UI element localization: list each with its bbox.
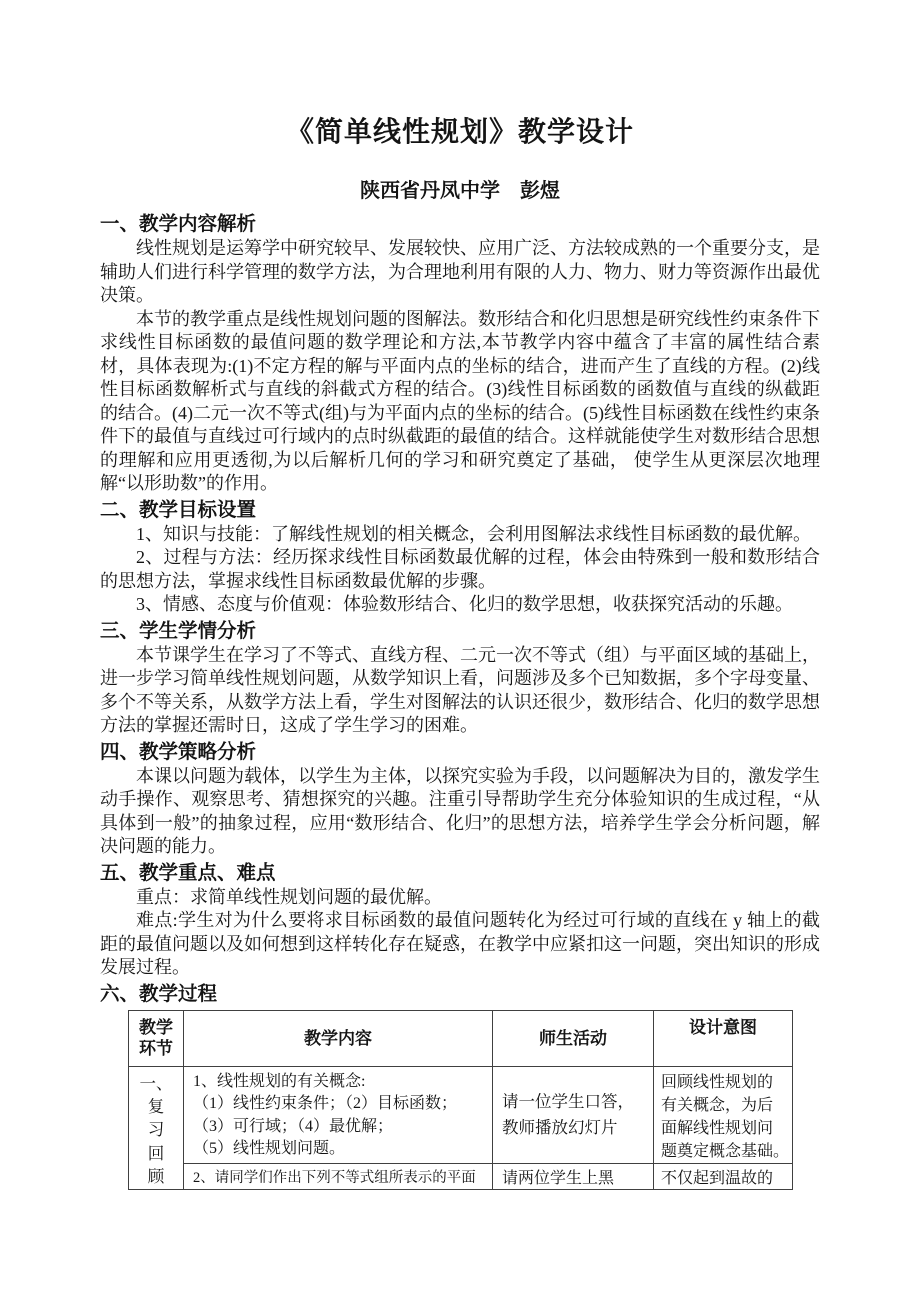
- activity-cell: 请两位学生上黑: [493, 1163, 654, 1189]
- paragraph: 本节的教学重点是线性规划问题的图解法。数形结合和化归思想是研究线性约束条件下求线性目标函数的最值问题的数学理论和方法,本节教学内容中蕴含了丰富的属性结合素材，具体表现为:(1)不定方程的解与平面内点的坐标的结合，进而产生了直线的方程。(2)线性目标函数解析式与直线的斜截式方程的结合。(3)线性目标函数的函数值与直线的纵截距的结合。(4)二元一次不等式(组)与为平面内点的坐标的结合。(5)线性目标函数在线性约束条件下的最值与直线过可行域内的点时纵截距的最值的结合。这样就能使学生对数形结合思想的理解和应用更透彻,为以后解析几何的学习和研究奠定了基础， 使学生从更深层次地理解“以形助数”的作用。: [100, 308, 820, 493]
- col-header-content: 教学内容: [184, 1010, 493, 1066]
- activity-line: 请一位学生口答，: [502, 1091, 634, 1111]
- paragraph: 线性规划是运筹学中研究较早、发展较快、应用广泛、方法较成熟的一个重要分支，是辅助人们进行科学管理的数学方法，为合理地利用有限的人力、物力、财力等资源作出最优决策。: [100, 238, 820, 305]
- paragraph: 2、过程与方法：经历探求线性目标函数最优解的过程，体会由特殊到一般和数形结合的思想方法，掌握求线性目标函数最优解的步骤。: [100, 547, 820, 591]
- stage-line: 回: [147, 1143, 165, 1163]
- intent-line: 有关概念，为后: [661, 1096, 774, 1114]
- paragraph: 重点：求简单线性规划问题的最优解。: [136, 886, 442, 907]
- activity-cell: [493, 1066, 654, 1163]
- section-heading-process: 六、教学过程: [100, 982, 218, 1005]
- section-heading-strategy: 四、教学策略分析: [100, 740, 257, 763]
- content-line: （3）可行域；（4）最优解；: [193, 1117, 394, 1135]
- paragraph: 本课以问题为载体，以学生为主体，以探究实验为手段，以问题解决为目的，激发学生动手操作、观察思考、猜想探究的兴趣。注重引导帮助学生充分体验知识的生成过程，“从具体到一般”的抽象过程，应用“数形结合、化归”的思想方法，培养学生学会分析问题，解决问题的能力。: [100, 765, 820, 856]
- table-row: [129, 1066, 793, 1163]
- stage-line: 复: [147, 1096, 165, 1116]
- content-cell: [184, 1066, 493, 1163]
- activity-line: 教师播放幻灯片: [502, 1117, 618, 1137]
- intent-line: 面解线性规划问: [661, 1119, 774, 1137]
- table-header-row: [129, 1010, 793, 1066]
- author-line: 陕西省丹凤中学 彭煜: [360, 180, 560, 202]
- stage-cell: [129, 1066, 184, 1189]
- content-cell: 2、请同学们作出下列不等式组所表示的平面: [184, 1163, 493, 1189]
- col-header-activity: 师生活动: [493, 1010, 654, 1066]
- table-row: [129, 1163, 793, 1189]
- stage-line: 一、: [139, 1073, 173, 1093]
- content-line: （5）线性规划问题。: [193, 1140, 346, 1157]
- intent-cell: [654, 1066, 793, 1163]
- intent-line: 题奠定概念基础。: [661, 1142, 790, 1160]
- content-line: 1、线性规划的有关概念:: [193, 1072, 366, 1090]
- section-heading-content-analysis: 一、教学内容解析: [100, 213, 257, 235]
- document-title: 《简单线性规划》教学设计: [285, 116, 634, 147]
- intent-line: 回顾线性规划的: [661, 1073, 774, 1091]
- content-line: （1）线性约束条件；（2）目标函数；: [193, 1095, 458, 1112]
- stage-line: 顾: [147, 1167, 165, 1187]
- paragraph: 3、情感、态度与价值观：体验数形结合、化归的数学思想，收获探究活动的乐趣。: [136, 594, 793, 614]
- section-heading-student-analysis: 三、学生学情分析: [100, 619, 257, 642]
- paragraph: 本节课学生在学习了不等式、直线方程、二元一次不等式（组）与平面区域的基础上，进一步学习简单线性规划问题，从数学知识上看，问题涉及多个已知数据，多个字母变量、多个不等关系，从数学方法上看，学生对图解法的认识还很少，数形结合、化归的数学思想方法的掌握还需时日，这成了学生学习的困难。: [100, 644, 820, 735]
- col-header-stage: 教学环节: [129, 1010, 184, 1066]
- col-header-intent: 设计意图: [654, 1010, 793, 1066]
- paragraph: 难点:学生对为什么要将求目标函数的最值问题转化为经过可行域的直线在 y 轴上的截距的最值问题以及如何想到这样转化存在疑惑，在教学中应紧扣这一问题，突出知识的形成发展过程。: [100, 910, 820, 977]
- intent-cell: 不仅起到温故的: [654, 1163, 793, 1189]
- section-heading-objectives: 二、教学目标设置: [100, 498, 257, 521]
- process-table: [128, 1010, 793, 1190]
- stage-line: 习: [147, 1120, 165, 1140]
- paragraph: 1、知识与技能：了解线性规划的相关概念，会利用图解法求线性目标函数的最优解。: [136, 523, 811, 544]
- section-heading-key-points: 五、教学重点、难点: [100, 861, 276, 884]
